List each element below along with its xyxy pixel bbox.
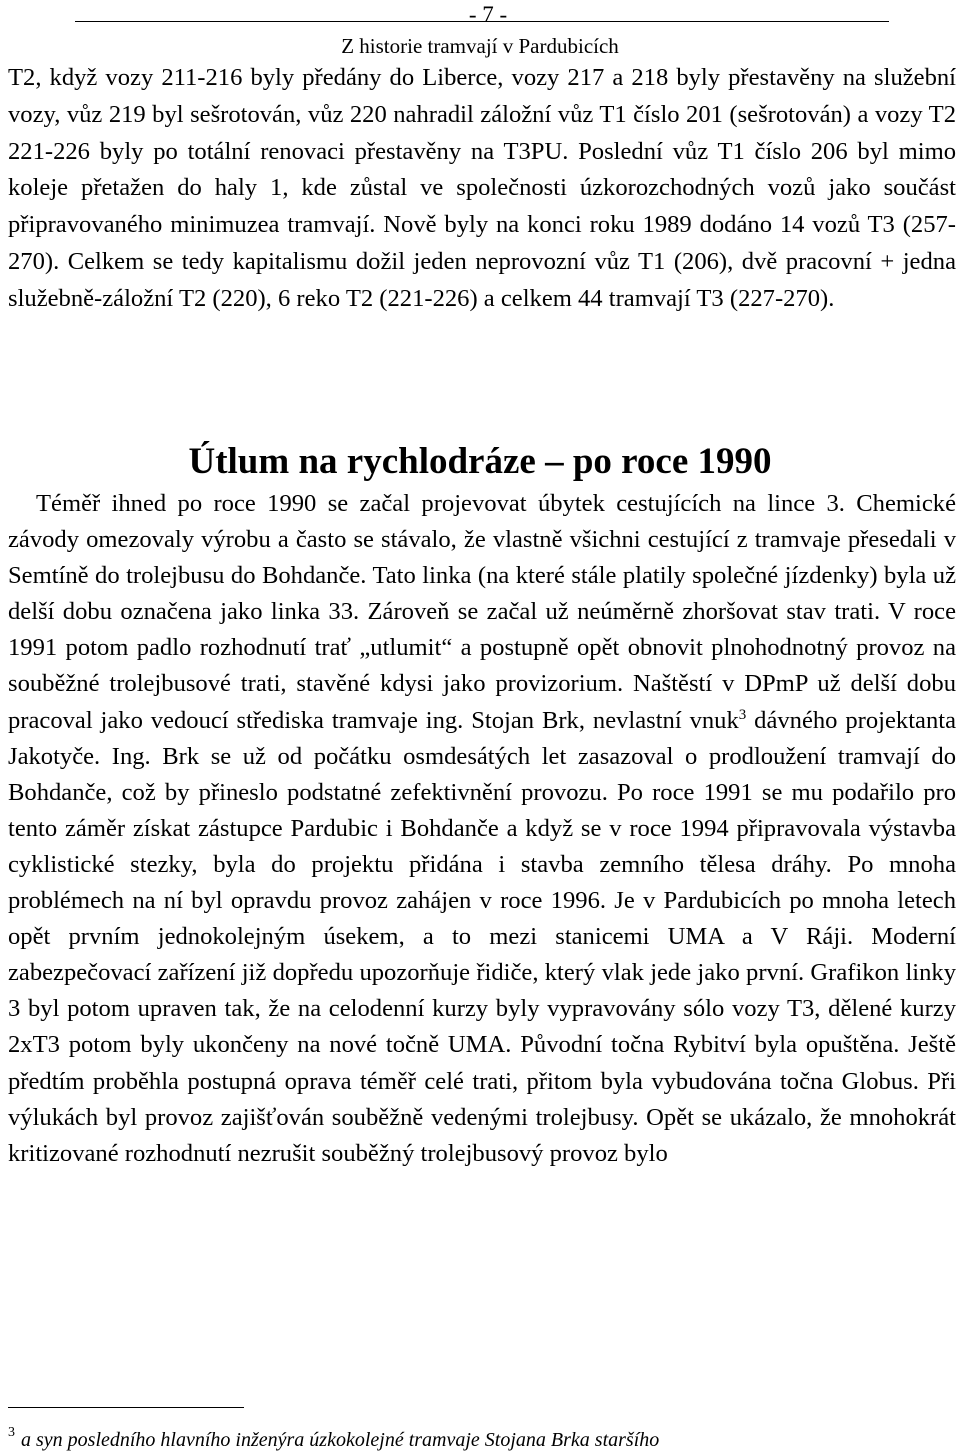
section-heading: Útlum na rychlodráze – po roce 1990 bbox=[188, 441, 772, 482]
footnote-mark: 3 bbox=[8, 1425, 15, 1440]
paragraph-2-part-a: Téměř ihned po roce 1990 se začal projevovat úbytek cestujících na lince 3. Chemické závody omezovaly výrobu a často se stávalo, že vlastně všichni cestující z tramvaje přesedali v Semtíně do trolejbusu do Bohdanče. Tato linka (na které stále platily společné jízdenky) byla už delší dobu označena jako linka 33. Zároveň se začal už neúměrně zhoršovat stav trati. V roce 1991 potom padlo rozhodnutí trať „utlumit“ a postupně opět obnovit plnohodnotný provoz na souběžné trolejbusové trati, stavěné kdysi jako provizorium. Naštěstí v DPmP už delší dobu pracoval jako vedoucí střediska tramvaje ing. Stojan Brk, nevlastní vnuk bbox=[8, 490, 956, 734]
page-number: - 7 - bbox=[468, 2, 508, 27]
footnote-reference[interactable]: 3 bbox=[738, 706, 747, 723]
footnote-text: a syn posledního hlavního inženýra úzkokolejné tramvaje Stojana Brka staršího bbox=[21, 1429, 660, 1451]
footnote bbox=[8, 1418, 956, 1455]
paragraph-2 bbox=[8, 486, 956, 1172]
footnote-rule bbox=[8, 1407, 244, 1408]
running-head: Z historie tramvají v Pardubicích bbox=[341, 34, 619, 58]
header-rule bbox=[75, 21, 889, 22]
paragraph-1: T2, když vozy 211-216 byly předány do Liberce, vozy 217 a 218 byly přestavěny na služební vozy, vůz 219 byl sešrotován, vůz 220 nahradil záložní vůz T1 číslo 201 (sešrotován) a vozy T2 221-226 byly po totální renovaci přestavěny na T3PU. Poslední vůz T1 číslo 206 byl mimo koleje přetažen do haly 1, kde zůstal ve společnosti úzkorozchodných vozů jako součást připravovaného minimuzea tramvají. Nově byly na konci roku 1989 dodáno 14 vozů T3 (257-270). Celkem se tedy kapitalismu dožil jeden neprovozní vůz T1 (206), dvě pracovní + jedna služebně-záložní T2 (220), 6 reko T2 (221-226) a celkem 44 tramvají T3 (227-270). bbox=[8, 64, 956, 312]
paragraph-2-part-b: dávného projektanta Jakotyče. Ing. Brk se už od počátku osmdesátých let zasazoval o prodloužení tramvají do Bohdanče, což by přineslo podstatné zefektivnění provozu. Po roce 1991 se mu podařilo pro tento záměr získat zástupce Pardubic i Bohdanče a když se v roce 1994 připravovala výstavba cyklistické stezky, byla do projektu přidána i stavba zemního tělesa dráhy. Po mnoha problémech na ní byl opravdu provoz zahájen v roce 1996. Je v Pardubicích po mnoha letech opět prvním jednokolejným úsekem, a to mezi stanicemi UMA a V Ráji. Moderní zabezpečovací zařízení již dopředu upozorňuje řidiče, který vlak jede jako první. Grafikon linky 3 byl potom upraven tak, že na celodenní kurzy byly vypravovány sólo vozy T3, dělené kurzy 2xT3 potom byly ukončeny na nové točně UMA. Původní točna Rybitví byla opuštěna. Ještě předtím proběhla postupná oprava téměř celé trati, přitom byla vybudována točna Globus. Při výlukách byl provoz zajišťován souběžně vedenými trolejbusy. Opět se ukázalo, že mnohokrát kritizované rozhodnutí nezrušit souběžný trolejbusový provoz bylo bbox=[8, 706, 956, 1167]
